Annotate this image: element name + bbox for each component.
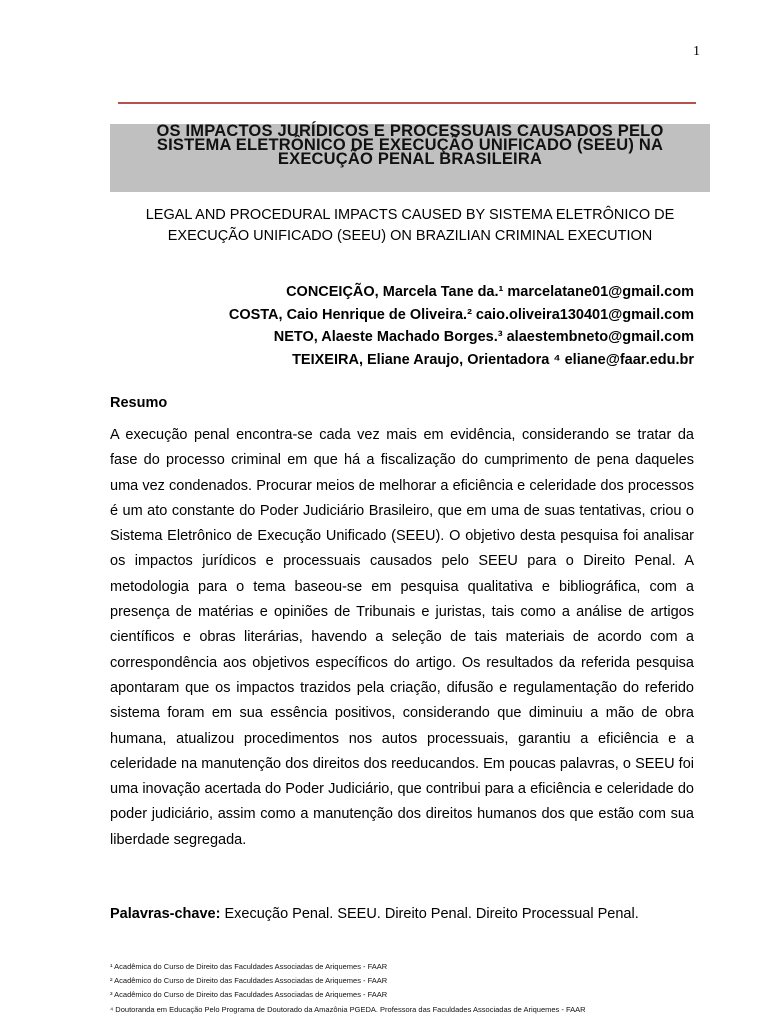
keywords	[110, 906, 639, 922]
header-rule	[118, 102, 696, 104]
english-title-line: EXECUÇÃO UNIFICADO (SEEU) ON BRAZILIAN CRIMINAL EXECUTION	[167, 228, 653, 244]
footnote: ³ Acadêmico do Curso de Direito das Faculdades Associadas de Ariquemes - FAAR	[110, 990, 388, 1000]
title-line: OS IMPACTOS JURÍDICOS E PROCESSUAIS CAUSADOS PELO	[156, 122, 664, 140]
author-list	[229, 281, 694, 371]
author-line: TEIXEIRA, Eliane Araujo, Orientadora ⁴ eliane@faar.edu.br	[292, 351, 694, 368]
english-title-line: LEGAL AND PROCEDURAL IMPACTS CAUSED BY SISTEMA ELETRÔNICO DE	[145, 207, 675, 223]
page-number: 1	[693, 44, 700, 59]
footnote: ² Acadêmico do Curso de Direito das Faculdades Associadas de Ariquemes - FAAR	[110, 976, 388, 986]
paper-title	[110, 124, 710, 166]
author-line: NETO, Alaeste Machado Borges.³ alaestembneto@gmail.com	[273, 329, 694, 345]
author-line: CONCEIÇÃO, Marcela Tane da.¹ marcelatane01@gmail.com	[286, 284, 694, 300]
footnotes	[110, 960, 586, 1017]
keywords-label: Palavras-chave:	[110, 906, 221, 922]
title-line: EXECUÇÃO PENAL BRASILEIRA	[277, 150, 543, 168]
abstract-text: A execução penal encontra-se cada vez mais em evidência, considerando se tratar da fase do processo criminal em que há a fiscalização do cumprimento de pena daqueles uma vez condenados. Procurar meios de melhorar a eficiência e celeridade dos processos é um ato constante do Poder Judiciário Brasileiro, que em uma de suas tentativas, criou o Sistema Eletrônico de Execução Unificado (SEEU). O objetivo desta pesquisa foi analisar os impactos jurídicos e processuais causados pelo SEEU para o Direito Penal. A metodologia para o tema baseou-se em pesquisa qualitativa e bibliográfica, com a presença de matérias e opiniões de Tribunais e juristas, tais como a análise de artigos científicos e obras literárias, havendo a seleção de tais materiais de acordo com a correspondência aos objetivos específicos do artigo. Os resultados da referida pesquisa apontaram que os impactos trazidos pela criação, difusão e regulamentação do referido sistema foram em sua essência positivos, considerando que diminuiu a mão de obra humana, atualizou procedimentos nos autos processuais, garantiu a eficiência e a celeridade na manutenção dos direitos dos reeducandos. Em poucas palavras, o SEEU foi uma inovação acertada do Poder Judiciário, que contribui para a eficiência e celeridade do poder judiciário, assim como a manutenção dos direitos humanos dos que estão com sua liberdade segregada.	[110, 427, 694, 848]
keywords-text: Execução Penal. SEEU. Direito Penal. Direito Processual Penal.	[224, 906, 639, 922]
footnote: ¹ Acadêmica do Curso de Direito das Faculdades Associadas de Ariquemes - FAAR	[110, 962, 388, 971]
title-block	[110, 124, 710, 192]
abstract-heading: Resumo	[110, 395, 168, 411]
author-line: COSTA, Caio Henrique de Oliveira.² caio.oliveira130401@gmail.com	[228, 306, 694, 323]
title-line: SISTEMA ELETRÔNICO DE EXECUÇÃO UNIFICADO (SEEU) NA	[156, 136, 664, 154]
english-title	[110, 205, 710, 247]
footnote: ⁴ Doutoranda em Educação Pelo Programa de Doutorado da Amazônia PGEDA. Professora das Faculdades Associadas de Ariquemes - FAAR	[110, 1004, 586, 1014]
